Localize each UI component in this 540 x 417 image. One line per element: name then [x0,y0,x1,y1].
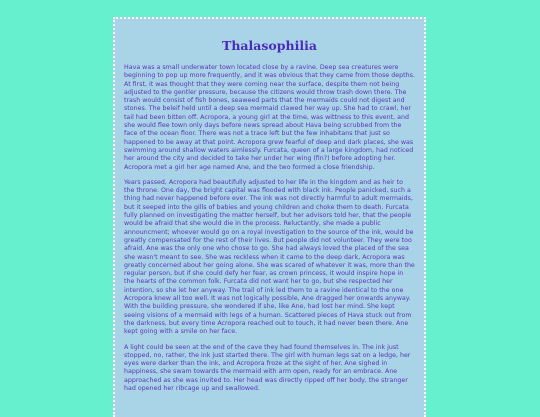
story-body [115,64,424,393]
story-page [113,17,426,417]
story-paragraph-2: Years passed, Acropora had beautifully adjusted to her life in the kingdom and as heir to the throne. One day, the bright capital was flooded with black ink. People panicked, such a thing had never happened before ever. The ink was not directly harmful to adult mermaids, but it seeped into the gills of babies and young children and choke them to death. Furcata fully planned on investigating the matter herself, but her advisors told her, that the people would be afraid that she would die in the process. Reluctantly, she made a public announcment; whoever would go on a royal investigation to the source of the ink, would be greatly compensated for the rest of their lives. But people did not volunteer. They were too afraid. Ane was the only one who chose to go. She had always loved the placed of the sea she wasn't meant to see. She was reckless when it came to the deep dark, Acropora was greatly concerned about her going alone. She was scared of whatever it was, more than the regular person, but if she could defy her fear, as crown princess, it would inspire hope in the hearts of the common folk. Furcata did not want her to go, but she respected her intention, so she let her anyway. The trail of ink led them to a ravine identical to the one Acropora knew all too well. It was not logically possible, Ane dragged her onwards anyway. With the building pressure, she wondered if she, like Ane, had lost her mind. She kept seeing visions of a mermaid with legs of a human. Scattered pieces of Hava stuck out from the darkness, but every time Acropora reached out to touch, it had never been there. Ane kept going with a smile on her face. [124,178,415,336]
story-paragraph-1: Hava was a small underwater town located close by a ravine. Deep sea creatures were beginning to pop up more frequently, and it was obvious that they came from those depths. At first, it was thought that they were coming near the surface, despite them not being adjusted to the gentler pressure, because the citizens would throw trash down there. The trash would consist of fish bones, seaweed parts that the mermaids could not digest and stones. The beleif held until a deep sea mermaid clawed her way up. She had to crawl, her tail had been bitten off. Acropora, a young girl at the time, was wittness to this event, and she would flee town only days before news spread about Hava being scrubbed from the face of the ocean floor. There was not a trace left but the few inhabitans that just so happened to be away at that point. Acropora grew fearful of deep and dark places, she was swimming around shallow waters aimlessly. Furcata, queen of a large kingdom, had noticed her around the city and decided to take her under her wing (fin?) before adopting her. Acropora met a girl her age named Ane, and the two formed a close friendship. [124,64,415,171]
page-title: Thalasophilia [222,38,317,53]
story-paragraph-3: A light could be seen at the end of the cave they had found themselves in. The ink just stopped, no, rather, the ink just started there. The girl with human legs sat on a ledge, her eyes were darker than the ink, and Acropora froze at the sight of her. Ane sighed in happiness, she swam towards the mermaid with arm open, ready for an embrace. Ane approached as she was invited to. Her head was directly ripped off her body, the stranger had opened her ribcage up and swallowed. [124,343,411,392]
